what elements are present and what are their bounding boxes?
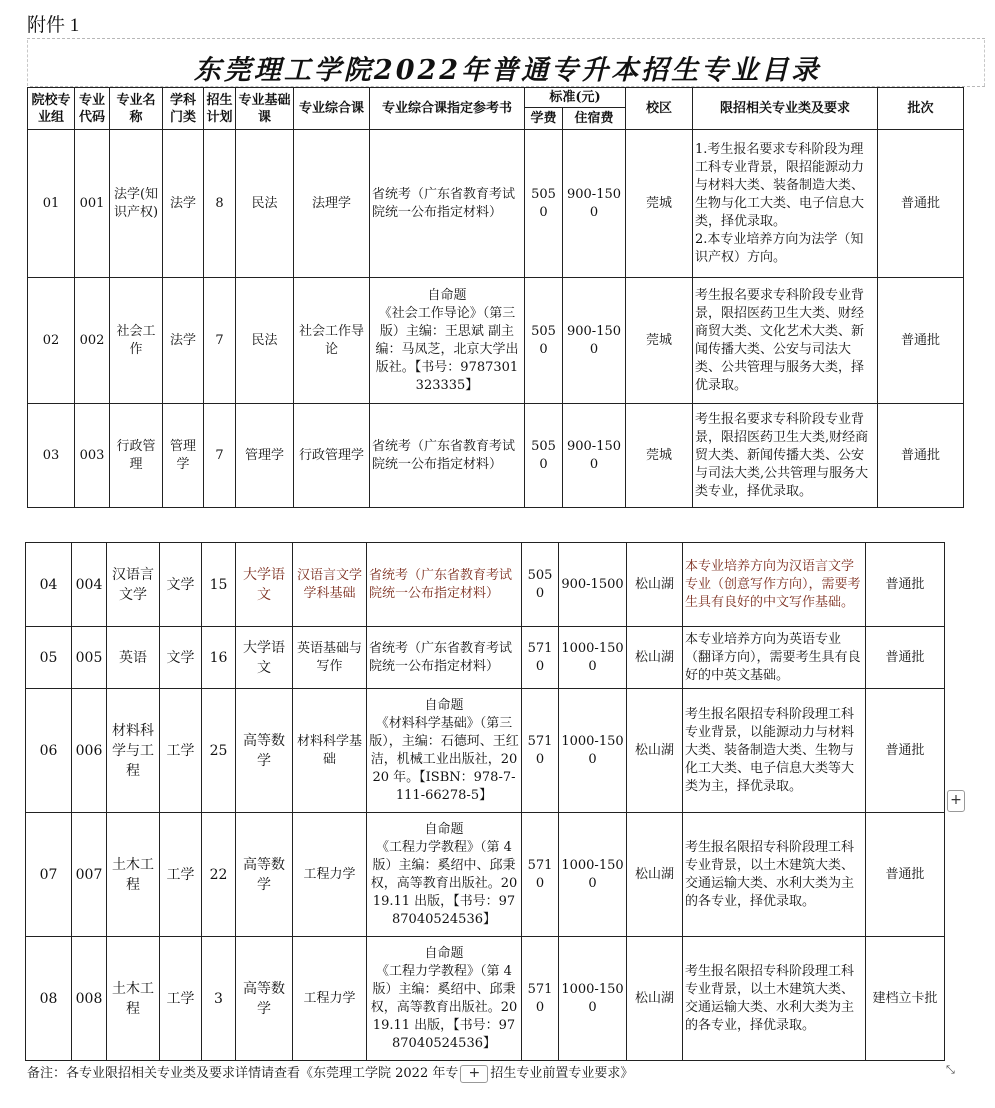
- header-dorm: 住宿费: [563, 108, 626, 130]
- cell-code: 006: [72, 689, 107, 813]
- cell-group: 08: [26, 937, 72, 1061]
- header-ref-book: 专业综合课指定参考书: [370, 88, 525, 130]
- cell-batch: 普通批: [878, 278, 964, 404]
- cell-requirements: 考生报名限招专科阶段理工科专业背景，以土木建筑大类、交通运输大类、水利大类为主的各专业，择优录取。: [683, 813, 866, 937]
- cell-tuition: 5710: [522, 689, 559, 813]
- cell-comp-course: 工程力学: [293, 813, 367, 937]
- cell-plan: 8: [204, 130, 236, 278]
- cell-tuition: 5050: [522, 543, 559, 627]
- cell-requirements: 考生报名限招专科阶段理工科专业背景，以土木建筑大类、交通运输大类、水利大类为主的各专业，择优录取。: [683, 937, 866, 1061]
- header-group: 院校专业组: [28, 88, 75, 130]
- header-tuition: 学费: [525, 108, 563, 130]
- cell-batch: 普通批: [866, 627, 945, 689]
- cell-basic-course: 高等数学: [236, 937, 293, 1061]
- footnote-text: 备注：各专业限招相关专业类及要求详情请查看《东莞理工学院 2022 年专: [27, 1066, 459, 1081]
- cell-basic-course: 大学语文: [236, 543, 293, 627]
- cell-code: 001: [75, 130, 110, 278]
- cell-batch: 普通批: [878, 130, 964, 278]
- cell-plan: 16: [202, 627, 236, 689]
- cell-group: 05: [26, 627, 72, 689]
- table-row: [26, 813, 945, 937]
- add-row-button[interactable]: +: [460, 1065, 488, 1083]
- cell-dorm: 900-1500: [563, 130, 626, 278]
- cell-category: 法学: [163, 278, 204, 404]
- cell-basic-course: 民法: [236, 130, 294, 278]
- cell-category: 管理学: [163, 404, 204, 508]
- cell-plan: 3: [202, 937, 236, 1061]
- header-campus: 校区: [626, 88, 693, 130]
- cell-basic-course: 高等数学: [236, 813, 293, 937]
- cell-category: 工学: [160, 813, 202, 937]
- header-name: 专业名称: [110, 88, 163, 130]
- cell-ref-book: 省统考（广东省教育考试院统一公布指定材料）: [370, 404, 525, 508]
- header-basic-course: 专业基础课: [236, 88, 294, 130]
- header-comp-course: 专业综合课: [294, 88, 370, 130]
- cell-name: 材料科学与工程: [107, 689, 160, 813]
- cell-plan: 15: [202, 543, 236, 627]
- attachment-label: 附件 1: [27, 15, 80, 36]
- cell-tuition: 5710: [522, 813, 559, 937]
- footnote: [27, 1062, 633, 1083]
- table-row: [28, 130, 964, 278]
- cell-plan: 7: [204, 404, 236, 508]
- cell-code: 004: [72, 543, 107, 627]
- cell-category: 工学: [160, 689, 202, 813]
- cell-basic-course: 管理学: [236, 404, 294, 508]
- cell-basic-course: 高等数学: [236, 689, 293, 813]
- cell-batch: 普通批: [866, 543, 945, 627]
- cell-comp-course: 汉语言文学学科基础: [293, 543, 367, 627]
- cell-batch: 普通批: [878, 404, 964, 508]
- cell-campus: 松山湖: [627, 543, 683, 627]
- cell-requirements: 本专业培养方向为英语专业（翻译方向），需要考生具有良好的中英文基础。: [683, 627, 866, 689]
- add-column-button[interactable]: +: [947, 790, 965, 812]
- cell-name: 土木工程: [107, 937, 160, 1061]
- cell-code: 003: [75, 404, 110, 508]
- header-requirements: 限招相关专业类及要求: [693, 88, 878, 130]
- cell-code: 007: [72, 813, 107, 937]
- cell-ref-book: 自命题 《社会工作导论》（第三版）主编：王思斌 副主编：马凤芝，北京大学出版社。【书号：9787301323335】: [370, 278, 525, 404]
- cell-plan: 7: [204, 278, 236, 404]
- cell-group: 02: [28, 278, 75, 404]
- table-row: [26, 937, 945, 1061]
- cell-group: 03: [28, 404, 75, 508]
- table-row: [26, 689, 945, 813]
- cell-dorm: 900-1500: [563, 278, 626, 404]
- cell-name: 汉语言文学: [107, 543, 160, 627]
- cell-batch: 建档立卡批: [866, 937, 945, 1061]
- table-row: [26, 543, 945, 627]
- cell-comp-course: 英语基础与写作: [293, 627, 367, 689]
- cell-requirements: 考生报名要求专科阶段专业背景，限招医药卫生大类、财经商贸大类、文化艺术大类、新闻传播大类、公安与司法大类、公共管理与服务大类，择优录取。: [693, 278, 878, 404]
- cell-batch: 普通批: [866, 813, 945, 937]
- cell-code: 008: [72, 937, 107, 1061]
- page-title: 东莞理工学院2022年普通专升本招生专业目录: [193, 55, 822, 86]
- cell-campus: 松山湖: [627, 627, 683, 689]
- cell-plan: 25: [202, 689, 236, 813]
- cell-basic-course: 民法: [236, 278, 294, 404]
- header-category: 学科门类: [163, 88, 204, 130]
- cell-tuition: 5050: [525, 404, 563, 508]
- cell-ref-book: 省统考（广东省教育考试院统一公布指定材料）: [370, 130, 525, 278]
- cell-requirements: 考生报名要求专科阶段专业背景，限招医药卫生大类,财经商贸大类、新闻传播大类、公安与司法大类,公共管理与服务大类专业，择优录取。: [693, 404, 878, 508]
- cell-campus: 莞城: [626, 130, 693, 278]
- catalog-table-bottom: [25, 542, 945, 1061]
- cell-category: 文学: [160, 627, 202, 689]
- cell-comp-course: 行政管理学: [294, 404, 370, 508]
- cell-tuition: 5050: [525, 278, 563, 404]
- cell-comp-course: 法理学: [294, 130, 370, 278]
- cell-comp-course: 材料科学基础: [293, 689, 367, 813]
- header-plan: 招生计划: [204, 88, 236, 130]
- table-row: [26, 627, 945, 689]
- cell-category: 工学: [160, 937, 202, 1061]
- cell-campus: 松山湖: [627, 813, 683, 937]
- cell-ref-book: 自命题 《工程力学教程》（第 4 版）主编：奚绍中、邱秉权，高等教育出版社。2019.11 出版，【书号：9787040524536】: [367, 937, 522, 1061]
- cell-dorm: 900-1500: [559, 543, 627, 627]
- cell-name: 法学(知识产权): [110, 130, 163, 278]
- footnote-tail: 招生专业前置专业要求》: [490, 1066, 634, 1081]
- cell-category: 法学: [163, 130, 204, 278]
- cell-name: 社会工作: [110, 278, 163, 404]
- cell-ref-book: 自命题 《材料科学基础》（第三版），主编：石德珂、王红洁，机械工业出版社，2020 年。【ISBN：978-7-111-66278-5】: [367, 689, 522, 813]
- cell-plan: 22: [202, 813, 236, 937]
- cell-campus: 松山湖: [627, 689, 683, 813]
- cell-batch: 普通批: [866, 689, 945, 813]
- page-top-guide: [27, 38, 985, 39]
- cell-dorm: 1000-1500: [559, 689, 627, 813]
- cell-dorm: 1000-1500: [559, 627, 627, 689]
- left-guide: [27, 40, 28, 86]
- cell-dorm: 1000-1500: [559, 937, 627, 1061]
- catalog-table-top: [27, 87, 964, 508]
- cell-code: 002: [75, 278, 110, 404]
- cell-comp-course: 社会工作导论: [294, 278, 370, 404]
- table-row: [28, 404, 964, 508]
- cell-comp-course: 工程力学: [293, 937, 367, 1061]
- cell-campus: 莞城: [626, 404, 693, 508]
- table-resize-handle[interactable]: ⤡: [946, 1063, 955, 1076]
- cell-ref-book: 自命题 《工程力学教程》（第 4 版）主编：奚绍中、邱秉权，高等教育出版社。2019.11 出版，【书号：9787040524536】: [367, 813, 522, 937]
- cell-category: 文学: [160, 543, 202, 627]
- cell-requirements: 考生报名限招专科阶段理工科专业背景，以能源动力与材料大类、装备制造大类、生物与化工大类、电子信息大类等大类为主，择优录取。: [683, 689, 866, 813]
- cell-group: 01: [28, 130, 75, 278]
- cell-group: 04: [26, 543, 72, 627]
- cell-campus: 莞城: [626, 278, 693, 404]
- header-code: 专业代码: [75, 88, 110, 130]
- cell-ref-book: 省统考（广东省教育考试院统一公布指定材料）: [367, 627, 522, 689]
- cell-name: 英语: [107, 627, 160, 689]
- cell-campus: 松山湖: [627, 937, 683, 1061]
- cell-requirements: 本专业培养方向为汉语言文学专业（创意写作方向），需要考生具有良好的中文写作基础。: [683, 543, 866, 627]
- header-batch: 批次: [878, 88, 964, 130]
- cell-name: 土木工程: [107, 813, 160, 937]
- cell-dorm: 900-1500: [563, 404, 626, 508]
- cell-code: 005: [72, 627, 107, 689]
- cell-name: 行政管理: [110, 404, 163, 508]
- cell-requirements: 1.考生报名要求专科阶段为理工科专业背景，限招能源动力与材料大类、装备制造大类、生物与化工大类、电子信息大类，择优录取。 2.本专业培养方向为法学（知识产权）方向。: [693, 130, 878, 278]
- cell-tuition: 5050: [525, 130, 563, 278]
- cell-ref-book: 省统考（广东省教育考试院统一公布指定材料）: [367, 543, 522, 627]
- cell-tuition: 5710: [522, 627, 559, 689]
- cell-basic-course: 大学语文: [236, 627, 293, 689]
- cell-dorm: 1000-1500: [559, 813, 627, 937]
- cell-tuition: 5710: [522, 937, 559, 1061]
- header-standard: 标准(元): [525, 88, 626, 108]
- table-row: [28, 278, 964, 404]
- cell-group: 06: [26, 689, 72, 813]
- cell-group: 07: [26, 813, 72, 937]
